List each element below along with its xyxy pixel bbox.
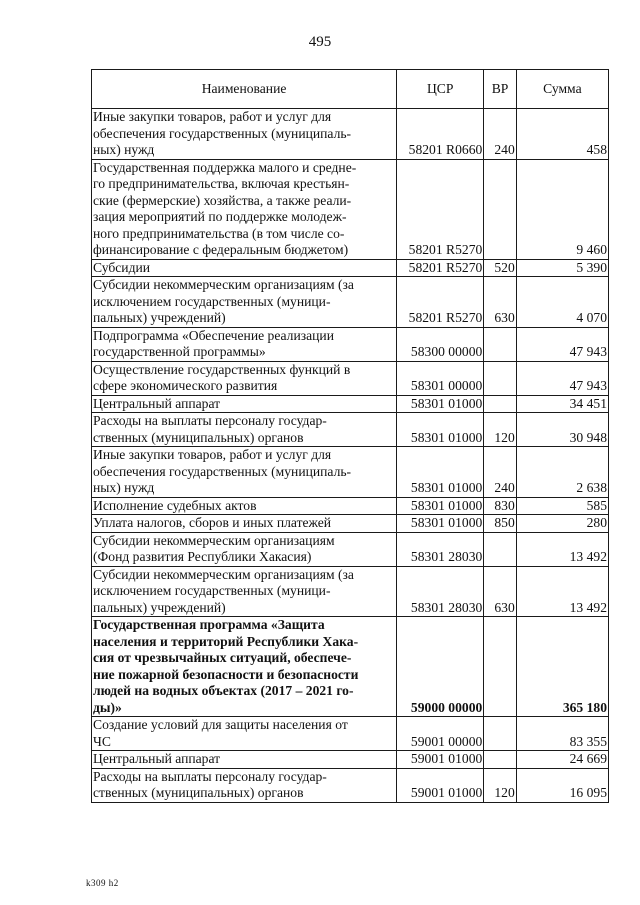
table-header-row bbox=[92, 70, 609, 109]
row-vr-cell bbox=[484, 532, 516, 566]
table-row bbox=[92, 447, 609, 498]
row-name-cell: Субсидии некоммерческим организациям (Фонд развития Республики Хакасия) bbox=[92, 532, 397, 566]
row-csr-cell: 58201 R5270 bbox=[397, 277, 484, 328]
row-name-cell: Расходы на выплаты персоналу государ- ственных (муниципальных) органов bbox=[92, 413, 397, 447]
table-row bbox=[92, 361, 609, 395]
table-row bbox=[92, 277, 609, 328]
row-sum-cell: 9 460 bbox=[516, 159, 608, 259]
row-name-cell: Уплата налогов, сборов и иных платежей bbox=[92, 515, 397, 533]
row-sum-cell: 5 390 bbox=[516, 259, 608, 277]
table-row bbox=[92, 327, 609, 361]
row-name-cell: Осуществление государственных функций в сфере экономического развития bbox=[92, 361, 397, 395]
table-row bbox=[92, 109, 609, 160]
row-csr-cell: 58201 R5270 bbox=[397, 259, 484, 277]
header-sum: Сумма bbox=[516, 70, 608, 109]
row-sum-cell: 24 669 bbox=[516, 751, 608, 769]
row-vr-cell: 240 bbox=[484, 447, 516, 498]
row-name-cell: Субсидии некоммерческим организациям (за исключением государственных (муници- пальных) учреждений) bbox=[92, 277, 397, 328]
row-name-cell: Создание условий для защиты населения от ЧС bbox=[92, 717, 397, 751]
row-vr-cell bbox=[484, 395, 516, 413]
row-sum-cell: 585 bbox=[516, 497, 608, 515]
budget-table bbox=[91, 69, 609, 803]
row-vr-cell bbox=[484, 159, 516, 259]
row-sum-cell: 13 492 bbox=[516, 532, 608, 566]
table-row bbox=[92, 159, 609, 259]
table-row bbox=[92, 395, 609, 413]
table-row bbox=[92, 532, 609, 566]
table-row bbox=[92, 413, 609, 447]
table-row bbox=[92, 566, 609, 617]
document-code: k309 h2 bbox=[86, 878, 119, 888]
row-csr-cell: 59001 00000 bbox=[397, 717, 484, 751]
row-name-cell: Подпрограмма «Обеспечение реализации государственной программы» bbox=[92, 327, 397, 361]
row-vr-cell: 630 bbox=[484, 566, 516, 617]
row-vr-cell bbox=[484, 327, 516, 361]
row-csr-cell: 58301 01000 bbox=[397, 395, 484, 413]
row-vr-cell: 240 bbox=[484, 109, 516, 160]
table-row bbox=[92, 717, 609, 751]
row-name-cell: Государственная поддержка малого и средне- го предпринимательства, включая крестьян- ские (фермерские) хозяйства, а также реали- зация мероприятий по поддержке молодеж- ного предпринимательства (в том числе со- финансирование с федеральным бюджетом) bbox=[92, 159, 397, 259]
row-sum-cell: 458 bbox=[516, 109, 608, 160]
row-vr-cell bbox=[484, 717, 516, 751]
row-vr-cell: 520 bbox=[484, 259, 516, 277]
table-row bbox=[92, 751, 609, 769]
row-sum-cell: 2 638 bbox=[516, 447, 608, 498]
row-vr-cell: 630 bbox=[484, 277, 516, 328]
table-row bbox=[92, 768, 609, 802]
row-vr-cell: 120 bbox=[484, 768, 516, 802]
row-sum-cell: 280 bbox=[516, 515, 608, 533]
row-vr-cell bbox=[484, 751, 516, 769]
row-name-cell: Иные закупки товаров, работ и услуг для обеспечения государственных (муниципаль- ных) нужд bbox=[92, 109, 397, 160]
row-name-cell: Государственная программа «Защита населения и территорий Республики Хака- сия от чрезвычайных ситуаций, обеспече- ние пожарной безопасности и безопасности людей на водных объектах (2017 – 2021 го- ды)» bbox=[92, 617, 397, 717]
row-csr-cell: 59000 00000 bbox=[397, 617, 484, 717]
row-vr-cell: 830 bbox=[484, 497, 516, 515]
row-sum-cell: 47 943 bbox=[516, 361, 608, 395]
header-csr: ЦСР bbox=[397, 70, 484, 109]
row-vr-cell: 850 bbox=[484, 515, 516, 533]
table-row bbox=[92, 259, 609, 277]
row-name-cell: Расходы на выплаты персоналу государ- ственных (муниципальных) органов bbox=[92, 768, 397, 802]
row-csr-cell: 59001 01000 bbox=[397, 751, 484, 769]
row-name-cell: Исполнение судебных актов bbox=[92, 497, 397, 515]
row-sum-cell: 83 355 bbox=[516, 717, 608, 751]
row-csr-cell: 58301 01000 bbox=[397, 413, 484, 447]
row-name-cell: Центральный аппарат bbox=[92, 751, 397, 769]
row-name-cell: Субсидии bbox=[92, 259, 397, 277]
row-csr-cell: 58301 01000 bbox=[397, 447, 484, 498]
row-sum-cell: 47 943 bbox=[516, 327, 608, 361]
row-csr-cell: 58301 00000 bbox=[397, 361, 484, 395]
row-sum-cell: 34 451 bbox=[516, 395, 608, 413]
table-row bbox=[92, 497, 609, 515]
row-name-cell: Центральный аппарат bbox=[92, 395, 397, 413]
row-csr-cell: 58201 R5270 bbox=[397, 159, 484, 259]
row-name-cell: Субсидии некоммерческим организациям (за исключением государственных (муници- пальных) учреждений) bbox=[92, 566, 397, 617]
row-csr-cell: 59001 01000 bbox=[397, 768, 484, 802]
row-csr-cell: 58301 01000 bbox=[397, 497, 484, 515]
row-sum-cell: 16 095 bbox=[516, 768, 608, 802]
row-csr-cell: 58300 00000 bbox=[397, 327, 484, 361]
row-csr-cell: 58301 28030 bbox=[397, 566, 484, 617]
row-csr-cell: 58201 R0660 bbox=[397, 109, 484, 160]
row-vr-cell bbox=[484, 361, 516, 395]
row-vr-cell bbox=[484, 617, 516, 717]
page-number: 495 bbox=[308, 34, 332, 50]
header-vr: ВР bbox=[484, 70, 516, 109]
row-sum-cell: 30 948 bbox=[516, 413, 608, 447]
table-body bbox=[92, 109, 609, 803]
row-name-cell: Иные закупки товаров, работ и услуг для обеспечения государственных (муниципаль- ных) нужд bbox=[92, 447, 397, 498]
header-name: Наименование bbox=[92, 70, 397, 109]
row-vr-cell: 120 bbox=[484, 413, 516, 447]
row-sum-cell: 365 180 bbox=[516, 617, 608, 717]
row-csr-cell: 58301 28030 bbox=[397, 532, 484, 566]
row-sum-cell: 4 070 bbox=[516, 277, 608, 328]
row-csr-cell: 58301 01000 bbox=[397, 515, 484, 533]
table-row bbox=[92, 515, 609, 533]
table-row bbox=[92, 617, 609, 717]
row-sum-cell: 13 492 bbox=[516, 566, 608, 617]
